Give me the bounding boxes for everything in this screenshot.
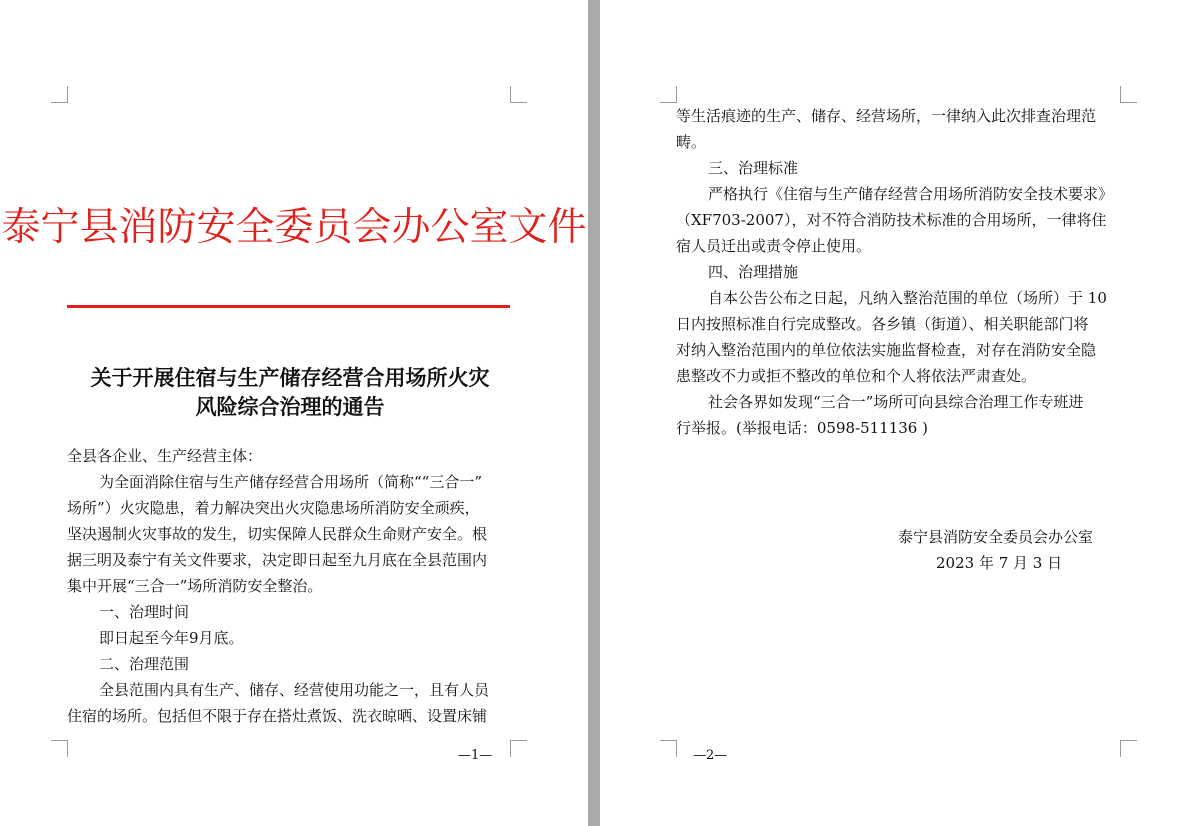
- body-line: 为全面消除住宿与生产储存经营合用场所（简称““三合一”: [99, 473, 483, 491]
- crop-mark-top-left: [51, 86, 68, 103]
- body-line: 坚决遏制火灾事故的发生，切实保障人民群众生命财产安全。根: [67, 525, 488, 543]
- page-gutter: [588, 0, 600, 826]
- section-heading-measures: 四、治理措施: [708, 263, 799, 281]
- body-line: 对纳入整治范围内的单位依法实施监督检查，对存在消防安全隐: [676, 341, 1097, 359]
- body-line: 社会各界如发现“三合一”场所可向县综合治理工作专班进: [708, 393, 1084, 411]
- body-line: 据三明及泰宁有关文件要求，决定即日起至九月底在全县范围内: [67, 551, 488, 569]
- crop-mark-bottom-left: [660, 740, 677, 757]
- crop-mark-top-right: [510, 86, 527, 103]
- body-line: 等生活痕迹的生产、储存、经营场所，一律纳入此次排查治理范: [676, 107, 1097, 125]
- notice-title-line-2: 风险综合治理的通告: [195, 394, 385, 419]
- crop-mark-bottom-left: [51, 740, 68, 757]
- report-hotline-line: 行举报。(举报电话：0598-511136 ): [676, 419, 928, 437]
- section-heading-time: 一、治理时间: [99, 603, 190, 621]
- signature-organization: 泰宁县消防安全委员会办公室: [898, 528, 1094, 546]
- signature-date: 2023 年 7 月 3 日: [936, 554, 1063, 572]
- notice-title: [60, 363, 520, 421]
- crop-mark-top-left: [660, 86, 677, 103]
- body-line: 日内按照标准自行完成整改。各乡镇（街道）、相关职能部门将: [676, 315, 1089, 333]
- body-line: 宿人员迁出或责令停止使用。: [676, 237, 872, 255]
- page-number-2: —2—: [693, 748, 728, 763]
- body-line: 严格执行《住宿与生产储存经营合用场所消防安全技术要求》: [708, 185, 1114, 203]
- page-number-1: —1—: [458, 748, 493, 763]
- body-line: 住宿的场所。包括但不限于存在搭灶煮饭、洗衣晾晒、设置床铺: [67, 707, 488, 725]
- crop-mark-bottom-right: [1120, 740, 1137, 757]
- notice-title-line-1: 关于开展住宿与生产储存经营合用场所火灾: [90, 365, 490, 390]
- section-heading-standard: 三、治理标准: [708, 159, 799, 177]
- body-line: 畴。: [676, 133, 707, 151]
- body-line: 场所”）火灾隐患，着力解决突出火灾隐患场所消防安全顽疾，: [67, 499, 480, 517]
- crop-mark-bottom-right: [510, 740, 527, 757]
- body-line: 自本公告公布之日起，凡纳入整治范围的单位（场所）于 10: [708, 289, 1107, 307]
- salutation: 全县各企业、生产经营主体：: [67, 447, 263, 465]
- document-page-2: [600, 0, 1179, 826]
- body-line: 患整改不力或拒不整改的单位和个人将依法严肃查处。: [676, 367, 1037, 385]
- body-line: 集中开展“三合一”场所消防安全整治。: [67, 577, 323, 595]
- body-line: 即日起至今年9月底。: [99, 629, 244, 647]
- crop-mark-top-right: [1120, 86, 1137, 103]
- body-line: 全县范围内具有生产、储存、经营使用功能之一，且有人员: [99, 681, 490, 699]
- document-header-title: 泰宁县消防安全委员会办公室文件: [1, 205, 587, 250]
- header-red-rule: [67, 305, 510, 308]
- section-heading-scope: 二、治理范围: [99, 655, 190, 673]
- body-line: （XF703-2007），对不符合消防技术标准的合用场所，一律将住: [676, 211, 1107, 229]
- document-page-1: [0, 0, 588, 826]
